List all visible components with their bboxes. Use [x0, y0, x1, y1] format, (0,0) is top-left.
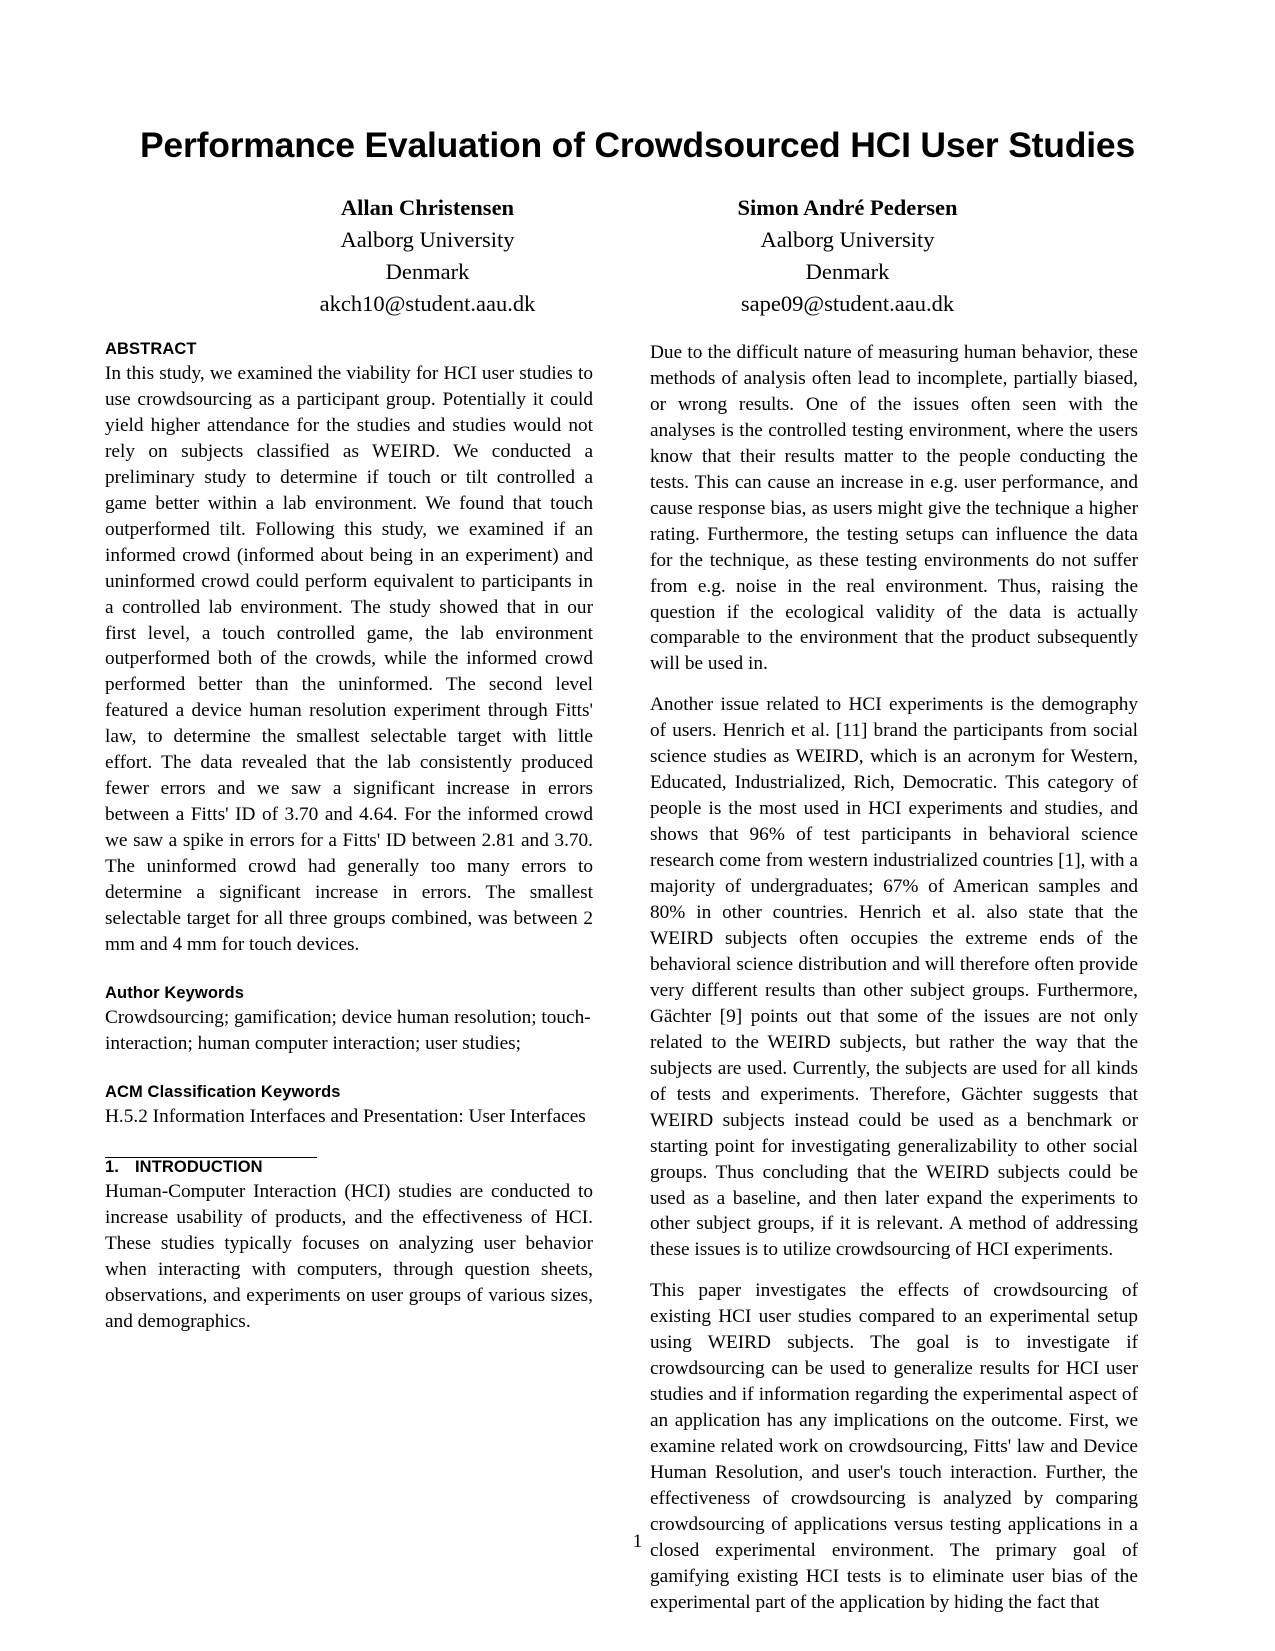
right-paragraph-2: Another issue related to HCI experiments is the demography of users. Henrich et al. [11] brand the participants from social science studies as WEIRD, which is an acronym for Western, Educated, Industrialized, Rich, Democratic. This category of people is the most used in HCI experiments and studies, and shows that 96% of test participants in behavioral science research come from western industrialized countries [1], with a majority of undergraduates; 67% of American samples and 80% in other countries. Henrich et al. also state that the WEIRD subjects often occupies the extreme ends of the behavioral science distribution and will therefore often provide very different results than other subject groups. Furthermore, Gächter [9] points out that some of the issues are not only related to the WEIRD subjects, but rather the way that the subjects are used. Currently, the subjects are used for all kinds of tests and experiments. Therefore, Gächter suggests that WEIRD subjects instead could be used as a benchmark or starting point for investigating generalizability to other social groups. Thus concluding that the WEIRD subjects could be used as a baseline, and then later expand the experiments to other subject groups, if it is relevant. A method of addressing these issues is to utilize crowdsourcing of HCI experiments.	[650, 694, 1138, 1261]
author-block-1	[218, 192, 638, 320]
author-name: Allan Christensen	[340, 194, 515, 220]
acm-keywords-block	[105, 1083, 593, 1130]
section-number: 1.	[105, 1157, 119, 1176]
acm-keywords-text: H.5.2 Information Interfaces and Presentation: User Interfaces	[105, 1105, 586, 1127]
page-title: Performance Evaluation of Crowdsourced HCI User Studies	[139, 125, 1136, 165]
abstract-heading: ABSTRACT	[105, 340, 197, 358]
abstract-text: In this study, we examined the viability for HCI user studies to use crowdsourcing as a participant group. Potentially it could yield higher attendance for the studies and studies would not rely on subjects classified as WEIRD. We conducted a preliminary study to determine if touch or tilt controlled a game better within a lab environment. We found that touch outperformed tilt. Following this study, we examined if an informed crowd (informed about being in an experiment) and uninformed crowd could perform equivalent to participants in a controlled lab environment. The study showed that in our first level, a touch controlled game, the lab environment outperformed both of the crowds, while the informed crowd performed better than the uninformed. The second level featured a device human resolution experiment through Fitts' law, to determine the smallest selectable target with little effort. The data revealed that the lab consistently produced fewer errors and we saw a significant increase in errors between a Fitts' ID of 3.70 and 4.64. For the informed crowd we saw a spike in errors for a Fitts' ID between 2.81 and 3.70. The uninformed crowd had generally too many errors to determine a significant increase in errors. The smallest selectable target for all three groups combined, was between 2 mm and 4 mm for touch devices.	[105, 363, 593, 955]
author-keywords-block	[105, 984, 593, 1057]
section-title: INTRODUCTION	[135, 1157, 263, 1176]
introduction-text: Human-Computer Interaction (HCI) studies are conducted to increase usability of products, and the effectiveness of HCI. These studies typically focuses on analyzing user behavior when interacting with computers, through question sheets, observations, and experiments on user groups of various sizes, and demographics.	[105, 1180, 593, 1332]
author-keywords-heading: Author Keywords	[105, 983, 245, 1002]
author-affiliation: Aalborg University	[760, 226, 935, 252]
page-number: 1	[632, 1531, 643, 1552]
author-keywords-text: Crowdsourcing; gamification; device human resolution; touch-interaction; human computer interaction; user studies;	[105, 1006, 591, 1054]
author-list	[105, 192, 1170, 320]
left-column	[105, 340, 593, 1616]
author-block-2	[638, 192, 1058, 320]
introduction-heading	[105, 1158, 593, 1177]
two-column-body	[105, 340, 1138, 1616]
author-affiliation: Aalborg University	[340, 226, 515, 252]
right-paragraph-3: This paper investigates the effects of crowdsourcing of existing HCI user studies compared to an experimental setup using WEIRD subjects. The goal is to investigate if crowdsourcing can be used to generalize results for HCI user studies and if information regarding the experimental aspect of an application has any implications on the outcome. First, we examine related work on crowdsourcing, Fitts' law and Device Human Resolution, and user's touch interaction. Further, the effectiveness of crowdsourcing is analyzed by comparing crowdsourcing of applications versus testing applications in a closed experimental environment. The primary goal of gamifying existing HCI tests is to eliminate user bias of the experimental part of the application by hiding the fact that	[650, 1280, 1138, 1613]
title-block	[105, 126, 1170, 320]
right-column	[650, 340, 1138, 1616]
right-paragraph-1: Due to the difficult nature of measuring human behavior, these methods of analysis often lead to incomplete, partially biased, or wrong results. One of the issues often seen with the analyses is the controlled testing environment, where the users know that their results matter to the people conducting the tests. This can cause an increase in e.g. user performance, and cause response bias, as users might give the technique a higher rating. Furthermore, the testing setups can influence the data for the technique, as these testing environments do not suffer from e.g. noise in the real environment. Thus, raising the question if the ecological validity of the data is actually comparable to the environment that the product subsequently will be used in.	[650, 342, 1138, 675]
author-country: Denmark	[805, 258, 890, 284]
author-email: sape09@student.aau.dk	[740, 290, 955, 316]
author-email: akch10@student.aau.dk	[319, 290, 536, 316]
acm-keywords-heading: ACM Classification Keywords	[105, 1082, 341, 1101]
author-name: Simon André Pedersen	[737, 194, 958, 220]
author-country: Denmark	[385, 258, 470, 284]
